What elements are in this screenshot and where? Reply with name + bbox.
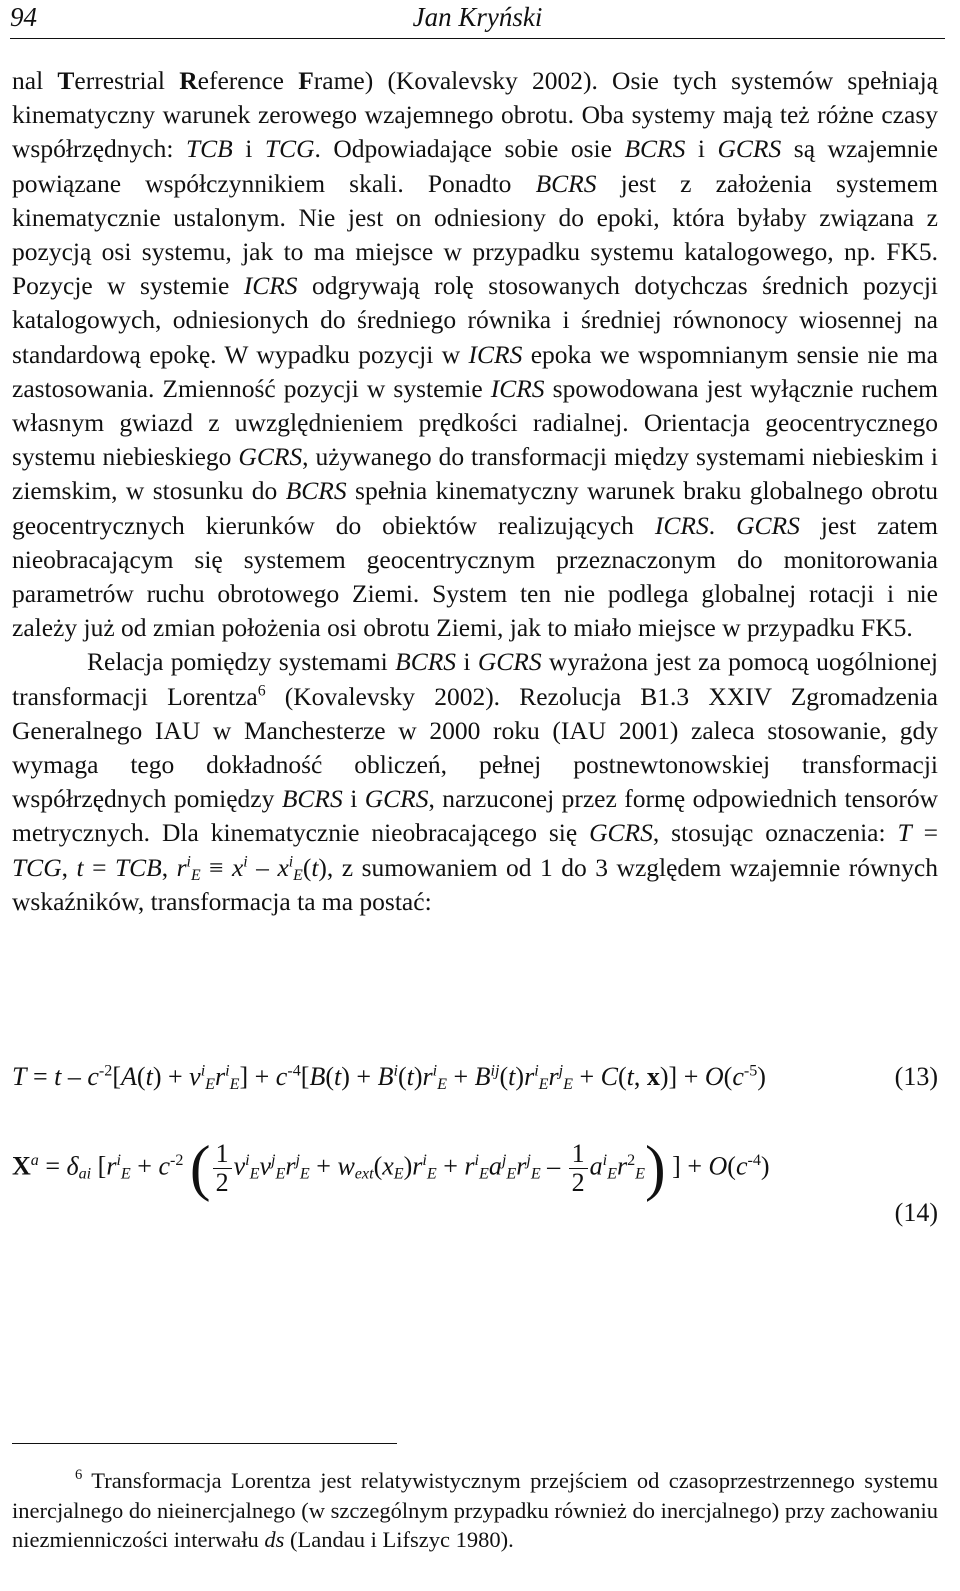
text-run: , <box>61 852 77 882</box>
paragraph-2 <box>12 645 938 919</box>
term-italic: BCRS <box>281 784 343 814</box>
text-run: nal <box>12 66 58 95</box>
math-symbol: t <box>76 852 84 882</box>
text-run: ( <box>302 852 312 882</box>
text-run: – <box>247 852 278 882</box>
text-run: , <box>161 852 177 882</box>
math-symbol: x <box>277 852 289 882</box>
equation-13 <box>12 1062 938 1102</box>
math-symbol: T <box>897 818 912 848</box>
math-symbol: ds <box>264 1527 285 1552</box>
footnote-rule <box>12 1443 397 1444</box>
fraction-half: $\frac{1}{2}$ <box>569 1140 588 1197</box>
text-run: jest z założenia systemem kinematycznie ustalonym. Nie jest on odniesiony do epoki, która byłaby związana z pozycją osi systemu, jak to ma miejsce w przypadku systemu katalogowego, np. FK5. Pozycje w systemie <box>12 168 938 301</box>
equation-13-body: $T = t - c^{-2}[A(t) + v^i_Er^i_E] + c^{-4}[B(t) + B^i(t)r^i_E + B^{ij}(t)r^i_Er^j_E + C(t$, $x)] + O(c^{-5})$ <box>12 1062 766 1094</box>
text-run: spowodowana jest wyłącznie ruchem własnym gwiazd z uwzględnieniem prędkości radialnej. Orientacja geocentrycznego systemu niebieskiego <box>12 373 938 472</box>
math-symbol: TCB <box>114 852 162 882</box>
math-superscript: i <box>288 853 294 871</box>
footnote-6 <box>12 1466 938 1555</box>
term-italic: BCRS <box>624 134 686 164</box>
text-run: eference <box>197 66 299 95</box>
math-superscript: i <box>186 853 191 871</box>
text-run: , narzuconej przez formę odpowiednich tensorów metrycznych. Dla kinematycznie nieobracającego się <box>12 784 938 848</box>
term-italic: ICRS <box>243 271 298 301</box>
math-symbol: t <box>311 852 319 882</box>
text-run: , używanego do transformacji między systemami niebieskim i ziemskim, w stosunku do <box>12 442 938 506</box>
equation-14-body: $X^a = \delta_{ai}$ [$r^i_E + c^{-2}$ ( $\frac{1}{2}$ $v^i_Ev^j_Er^j_E + w_{ext}(x_E)r^i_E + r^i_Ea^j_Er^j_E$ – $\frac{1}{2}$ $a^i_Er^2_E$) ] + $O(c^{-4})$ <box>12 1134 770 1203</box>
footnote-reference[interactable]: 6 <box>257 682 266 700</box>
text-run: spełnia kinematyczny warunek braku globalnego obrotu geocentrycznych kierunków do obiektów realizujących <box>12 476 938 540</box>
term-italic: ICRS <box>654 510 709 540</box>
text-run: i <box>685 134 718 164</box>
text-run: Relacja pomiędzy systemami <box>87 647 396 677</box>
term-italic: ICRS <box>490 373 545 403</box>
text-run: (Kovalevsky 2002). Rezolucja B1.3 XXIV Zgromadzenia Generalnego IAU w Manchesterze w 2000 roku (IAU 2001) zaleca stosowanie, gdy wymaga tego dokładność obliczeń, pełnej postnewtonowskiej transformacji współrzędnych pomiędzy <box>12 681 938 814</box>
paragraph-1 <box>12 64 938 645</box>
term-italic: GCRS <box>477 647 542 677</box>
term-italic: GCRS <box>736 510 800 540</box>
footnote-text <box>12 1466 938 1555</box>
math-subscript: E <box>293 866 303 884</box>
bold-letter: R <box>179 66 198 95</box>
text-run: ≡ <box>200 852 232 882</box>
text-run: wyrażona jest za pomocą uogólnionej transformacji Lorentza <box>12 647 939 711</box>
page-number: 94 <box>10 2 37 32</box>
math-subscript: E <box>190 866 201 884</box>
term-italic: GCRS <box>364 784 429 814</box>
math-symbol: TCG <box>12 852 62 882</box>
term-italic: TCB <box>185 134 233 164</box>
term-italic: TCG <box>264 134 315 164</box>
text-run: ), z sumowaniem od 1 do 3 względem wzajemnie równych wskaźników, transformacja ta ma postać: <box>12 852 938 916</box>
text-run: = <box>83 852 115 882</box>
text-run: odgrywają rolę stosowanych dotychczas średnich pozycji katalogowych, odniesionych do średniego równika i średniej równonocy wiosennej na standardową epokę. W wypadku pozycji w <box>12 271 938 369</box>
text-run: i <box>342 784 365 814</box>
running-title: Jan Kryński <box>412 2 543 32</box>
equation-14 <box>12 1122 938 1232</box>
term-italic: GCRS <box>717 134 782 164</box>
text-run: (Landau i Lifszyc 1980). <box>284 1527 514 1552</box>
term-italic: GCRS <box>238 442 303 472</box>
term-italic: BCRS <box>395 647 457 677</box>
text-run: Transformacja Lorentza jest relatywistycznym przejściem od czasoprzestrzennego systemu inercjalnego do nieinercjalnego (w szczególnym przypadku również do inercjalnego) przy zachowaniu niezmienniczości interwału <box>12 1468 938 1552</box>
text-run: , stosując oznaczenia: <box>652 818 898 848</box>
text-run: = <box>911 818 938 848</box>
footnote-mark: 6 <box>75 1467 83 1484</box>
main-text <box>12 64 938 919</box>
text-run: jest zatem nieobracającym się systemem geocentrycznym przeznaczonym do monitorowania parametrów ruchu obrotowego Ziemi. System ten nie podlega globalnej rotacji i nie zależy już od zmian położenia osi obrotu Ziemi, jak to miało miejsce w przypadku FK5. <box>12 510 939 643</box>
math-symbol: x <box>231 852 244 882</box>
text-run: errestrial <box>74 66 180 95</box>
text-run: są wzajemnie powiązane współczynnikiem skali. Ponadto <box>12 134 938 198</box>
text-run: i <box>456 647 478 677</box>
term-italic: BCRS <box>285 476 347 506</box>
text-run: rame) (Kovalevsky 2002). Osie tych systemów spełniają kinematyczny warunek zerowego wzajemnego obrotu. Oba systemy mają też różne czasy współrzędnych: <box>12 66 938 164</box>
term-italic: GCRS <box>589 818 653 848</box>
fraction-half: $\frac{1}{2}$ <box>213 1140 232 1197</box>
text-run: i <box>232 134 265 164</box>
running-header <box>10 0 945 39</box>
text-run: . Odpowiadające sobie osie <box>314 134 625 164</box>
term-italic: BCRS <box>535 168 597 198</box>
bold-letter: T <box>57 66 75 95</box>
math-superscript: i <box>243 853 248 871</box>
text-run: epoka we wspomnianym sensie nie ma zastosowania. Zmienność pozycji w systemie <box>12 339 938 403</box>
equation-13-number: (13) <box>894 1062 938 1091</box>
math-symbol: r <box>176 852 187 882</box>
term-italic: ICRS <box>468 339 523 369</box>
equation-14-number: (14) <box>894 1198 938 1227</box>
text-run: . <box>708 510 737 540</box>
bold-letter: F <box>298 66 314 95</box>
